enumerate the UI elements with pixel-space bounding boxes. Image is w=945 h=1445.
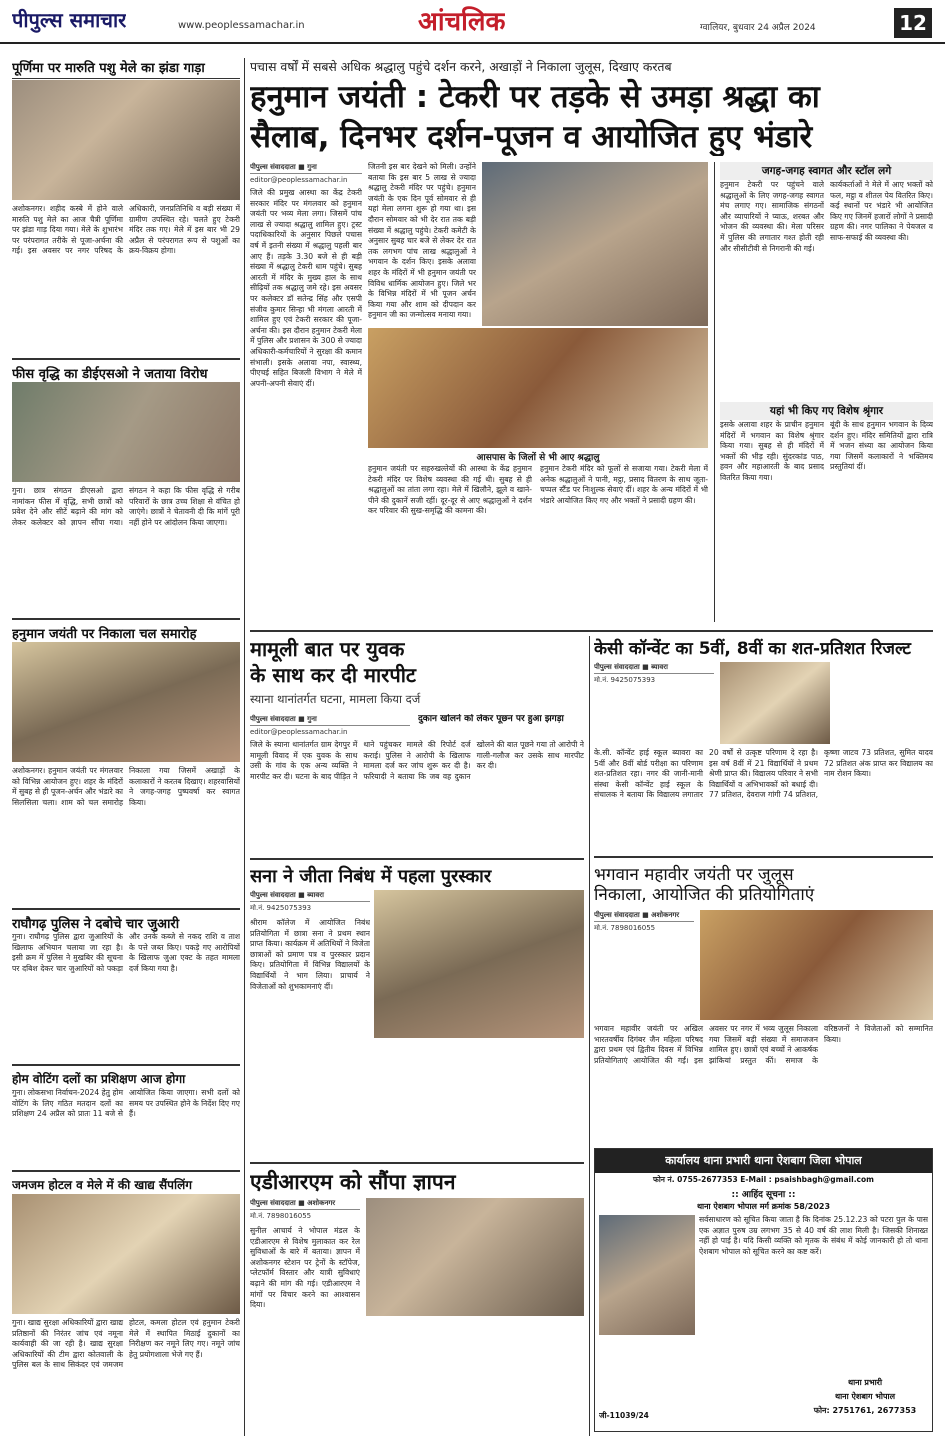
byline: पीपुल्स संवाददाता ■ गुना (250, 162, 362, 174)
story-headline: के साथ कर दी मारपीट (250, 663, 416, 687)
story-headline: भगवान महावीर जयंती पर जुलूस (594, 856, 933, 885)
notice-subtitle: थाना ऐशबाग भोपाल मर्ग क्रमांक 58/2023 (696, 1202, 831, 1211)
notice-footer: फोन: 2751761, 2677353 (813, 1406, 917, 1415)
notice-footer: थाना ऐशबाग भोपाल (834, 1392, 895, 1401)
story-headline: एडीआरएम को सौंपा ज्ञापन (250, 1162, 584, 1196)
logo: पीपुल्स समाचार (12, 8, 127, 32)
email[interactable]: editor@peoplessamachar.in (250, 176, 348, 184)
lead-photo (368, 328, 708, 448)
right-column (594, 636, 933, 1436)
notice-contact: फोन नं. 0755-2677353 E-Mail : psaishbagh@gmail.com (653, 1175, 874, 1184)
website[interactable]: www.peoplessamachar.in (178, 20, 305, 31)
section-divider (250, 630, 933, 632)
public-notice (594, 1148, 933, 1432)
mid-column (250, 636, 584, 1436)
photo-caption: आसपास के जिलों से भी आए श्रद्धालु (476, 453, 600, 463)
mobile-number: मो.नं. 7898016055 (594, 924, 656, 932)
email[interactable]: editor@peoplessamachar.in (250, 728, 348, 736)
story-headline: होम वोटिंग दलों का प्रशिक्षण आज होगा (12, 1064, 240, 1087)
story-body: सुनील आचार्य ने भोपाल मंडल के एडीआरएम से विशेष मुलाकात कर रेल सुविधाओं के बारे में बताया। ज्ञापन में अशोकनगर स्टेशन पर ट्रेनों के स्टॉपेज, प्लेटफॉर्म विस्तार और यात्री सुविधाएं बढ़ाने की मांग की गई। एडीआरएम ने मांगों पर विचार करने का आश्वासन दिया। (250, 1226, 360, 1310)
news-photo (700, 910, 933, 1020)
story-headline: मामूली बात पर युवक (250, 637, 405, 661)
story-body: के.सी. कॉन्वेंट हाई स्कूल ब्यावरा का 5वीं और 8वीं बोर्ड परीक्षा का परिणाम शत-प्रतिशत रहा। नगर की जानी-मानी संस्था केसी कॉन्वेंट हाई स्कूल के संचालक ने बताया कि विद्यालय लगातार 20 वर्षों से उत्कृष्ट परिणाम दे रहा है। इस वर्ष 8वीं में 21 विद्यार्थियों ने प्रथम श्रेणी प्राप्त की। विद्यालय परिवार ने सभी विद्यार्थियों व अभिभावकों को बधाई दी। 77 प्रतिशत, देवराज गांगी 74 प्रतिशत, कृष्णा जाटव 73 प्रतिशत, सुमित यादव 72 प्रतिशत अंक प्राप्त कर विद्यालय का नाम रोशन किया। (594, 748, 933, 800)
news-photo (12, 382, 240, 482)
story-headline: निकाला, आयोजित की प्रतियोगिताएं (594, 885, 815, 905)
side-body: कार्यकर्ताओं ने मेले में आए भक्तों को फल, मट्ठा व शीतल पेय वितरित किए। कई स्थानों पर भंडारे भी आयोजित किए गए जिनमें हजारों लोगों ने प्रसादी ग्रहण की। नगर पालिका ने पेयजल व साफ-सफाई की व्यवस्था की। (830, 180, 933, 242)
notice-footer: थाना प्रभारी (847, 1378, 883, 1387)
byline: पीपुल्स संवाददाता ■ गुना (250, 714, 410, 726)
side-headline: जगह-जगह स्वागत और स्टॉल लगे (720, 162, 933, 180)
lead-story (250, 58, 933, 628)
news-photo (720, 662, 830, 744)
byline: पीपुल्स संवाददाता ■ अशोकनगर (250, 1198, 360, 1210)
story-body: जिले के स्याना थानांतर्गत ग्राम देगपुर में मामूली विवाद में एक युवक के साथ उसी के गांव के एक अन्य व्यक्ति ने मारपीट कर दी। घटना के बाद पीड़ित ने थाने पहुंचकर मामले की रिपोर्ट दर्ज कराई। पुलिस ने आरोपी के खिलाफ मामला दर्ज कर जांच शुरू कर दी है। फरियादी ने बताया कि जब वह दुकान खोलने की बात पूछने गया तो आरोपी ने गाली-गलौज कर उसके साथ मारपीट कर दी। (250, 740, 584, 781)
notice-photo (599, 1215, 695, 1335)
column-divider (714, 162, 715, 622)
story-headline: हनुमान जयंती पर निकाला चल समारोह (12, 618, 240, 642)
story-body: भगवान महावीर जयंती पर अखिल भारतवर्षीय दिगंबर जैन महिला परिषद द्वारा प्रथम एवं द्वितीय दिवस में विभिन्न प्रतियोगिताएं आयोजित की गईं। इस अवसर पर नगर में भव्य जुलूस निकाला गया जिसमें बड़ी संख्या में समाजजन शामिल हुए। छात्रों एवं बच्चों ने आकर्षक झांकियां प्रस्तुत कीं। समाज के वरिष्ठजनों ने विजेताओं को सम्मानित किया। (594, 1024, 933, 1065)
lead-headline-line2: सैलाब, दिनभर दर्शन-पूजन व आयोजित हुए भंडारे (250, 119, 813, 155)
mobile-number: मो.नं. 9425075393 (594, 676, 656, 684)
lead-body: जितनी इस बार देखने को मिली। उन्होंने बताया कि इस बार 5 लाख से ज्यादा श्रद्धालु टेकरी मंदिर पर पहुंचे। हनुमान जयंती के एक दिन पूर्व सोमवार से ही यहां मेला लगना शुरू हो गया था। इस दौरान सोमवार को भी देर रात तक बड़ी संख्या में श्रद्धालु पहुंचे। टेकरी कमेटी के अनुसार सुबह चार बजे से लेकर देर रात तक लगभग पांच लाख श्रद्धालुओं ने भगवान के दर्शन किए। इसके अलावा शहर के मंदिरों में भी हनुमान जयंती पर विविध धार्मिक आयोजन हुए। जिले भर के विभिन्न मंदिरों में भी पूजन अर्चन किया गया और शाम को दीपदान कर हनुमान जी का जन्मोत्सव मनाया गया। (368, 162, 476, 320)
notice-heading: कार्यालय थाना प्रभारी थाना ऐशबाग जिला भोपाल (595, 1149, 932, 1173)
story-subhead: दुकान खोलने को लेकर पूछन पर हुआ झगड़ा (418, 714, 564, 724)
left-column (12, 58, 240, 1438)
column-divider (589, 636, 590, 1436)
news-photo (12, 1194, 240, 1314)
story-body: गुना। राघौगढ़ पुलिस द्वारा जुआरियों के खिलाफ अभियान चलाया जा रहा है। इसी क्रम में पुलिस ने मुखबिर की सूचना पर दबिश देकर चार जुआरियों को पकड़ा और उनके कब्जे से नकद राशि व ताश के पत्ते जब्त किए। पकड़े गए आरोपियों के खिलाफ जुआ एक्ट के तहत मामला दर्ज किया गया है। (12, 932, 240, 973)
lead-body: जिले की प्रमुख आस्था का केंद्र टेकरी सरकार मंदिर पर मंगलवार को हनुमान जयंती पर भव्य मेला लगा। जिसमें पांच लाख से ज्यादा श्रद्धालु शामिल हुए। ट्रस्ट पदाधिकारियों के अनुसार पिछले पचास वर्ष में इतनी संख्या में श्रद्धालु पहली बार आए हैं। तड़के 3.30 बजे से ही बड़ी संख्या में श्रद्धालु टेकरी धाम पहुंचे। सुबह आरती में मंदिर के मुख्य हाल के साथ सीढ़ियों तक श्रद्धालु जमे रहे। इस अवसर पर कलेक्टर डॉ सतेन्द्र सिंह और एसपी संजीव कुमार सिन्हा भी मंगला आरती में शामिल हुए एवं टेकरी सरकार की पूजा-अर्चना की। इस दौरान हनुमान टेकरी मेला में पुलिस और प्रशासन के 300 से ज्यादा अधिकारी-कर्मचारियों ने सुरक्षा की कमान संभाली। इसके अलावा नपा, स्वास्थ्य, पीएचई सहित बिजली विभाग ने मेले में अपनी-अपनी सेवाएं दीं। (250, 188, 362, 388)
lead-headline-line1: हनुमान जयंती : टेकरी पर तड़के से उमड़ा श्रद्धा का (250, 79, 820, 115)
story-body: अशोकनगर। हनुमान जयंती पर मंगलवार को विभिन्न आयोजन हुए। शहर के मंदिरों में सुबह से ही पूजन-अर्चन और भंडारे का सिलसिला चला। शाम को चल समारोह निकाला गया जिसमें अखाड़ों के कलाकारों ने करतब दिखाए। शहरवासियों ने जगह-जगह पुष्पवर्षा कर स्वागत किया। (12, 766, 240, 807)
column-divider (244, 58, 245, 1436)
section-title: आंचलिक (418, 7, 506, 37)
story-headline: राघौगढ़ पुलिस ने दबोचे चार जुआरी (12, 908, 240, 932)
side-body: इसके अलावा शहर के प्राचीन हनुमान मंदिरों में भगवान का विशेष श्रृंगार किया गया। सुबह से ही मंदिरों में भक्तों की भीड़ रही। सुंदरकांड पाठ, हवन और महाआरती के बाद प्रसाद वितरित किया गया। (720, 420, 824, 482)
story-body: श्रीराम कॉलेज में आयोजित निबंध प्रतियोगिता में छात्रा सना ने प्रथम स्थान प्राप्त किया। कार्यक्रम में अतिथियों ने विजेता छात्राओं को प्रमाण पत्र व पुरस्कार प्रदान किए। प्रतियोगिता में विभिन्न विद्यालयों के विद्यार्थियों ने भाग लिया। प्राचार्य ने विजेताओं को शुभकामनाएं दीं। (250, 918, 370, 991)
lead-kicker: पचास वर्षों में सबसे अधिक श्रद्धालु पहुंचे दर्शन करने, अखाड़ों ने निकाला जुलूस, दिखाए करतब (250, 59, 672, 74)
notice-code: जी-11039/24 (599, 1411, 649, 1420)
side-body: बूंदी के साथ हनुमान भगवान के दिव्य दर्शन हुए। मंदिर समितियों द्वारा रात्रि में भजन संध्या का आयोजन किया गया जिसमें कलाकारों ने भक्तिमय प्रस्तुतियां दीं। (830, 420, 933, 472)
notice-title: :: आहिंद सूचना :: (731, 1190, 796, 1200)
story-body: गुना। छात्र संगठन डीएसओ द्वारा नामांकन फीस में वृद्धि, सभी छात्रों को प्रवेश देने और सीटें बढ़ाने की मांग को लेकर कलेक्टर को ज्ञापन सौंपा गया। संगठन ने कहा कि फीस वृद्धि से गरीब परिवारों के छात्र उच्च शिक्षा से वंचित हो जाएंगे। छात्रों ने चेतावनी दी कि मांगें पूरी नहीं होने पर आंदोलन किया जाएगा। (12, 486, 240, 527)
lead-photo (482, 162, 708, 326)
news-photo (374, 890, 584, 1038)
news-photo (366, 1198, 584, 1316)
byline: पीपुल्स संवाददाता ■ ब्यावरा (594, 662, 714, 674)
notice-body: सर्वसाधारण को सूचित किया जाता है कि दिनांक 25.12.23 को पटरा पुल के पास एक अज्ञात पुरुष उम्र लगभग 35 से 40 वर्ष की लाश मिली है। जिसकी शिनाख्त नहीं हो पाई है। यदि किसी व्यक्ति को मृतक के संबंध में कोई जानकारी हो तो थाना ऐशबाग भोपाल को सूचित करने का कष्ट करें। (699, 1215, 928, 1256)
lead-body: हनुमान जयंती पर सहरुखल्तेयों की आस्था के केंद्र हनुमान टेकरी मंदिर पर विशेष व्यवस्था की गई थी। सुबह से ही श्रद्धालुओं का तांता लगा रहा। मेले में खिलौने, झूले व खाने-पीने की दुकानें सजी रहीं। दूर-दूर से आए श्रद्धालुओं ने दर्शन कर परिवार की सुख-समृद्धि की कामना की। (368, 464, 532, 516)
side-body: हनुमान टेकरी पर पहुंचने वाले श्रद्धालुओं के लिए जगह-जगह स्वागत मंच लगाए गए। सामाजिक संगठनों और व्यापारियों ने प्याऊ, शरबत और भोजन की व्यवस्था की। मेला परिसर में पुलिस की लगातार गश्त होती रही और सीसीटीवी से निगरानी की गई। (720, 180, 824, 253)
story-headline: सना ने जीता निबंध में पहला पुरस्कार (250, 858, 584, 888)
story-body: अशोकनगर। शहीद कस्बे में होने वाले मारुति पशु मेले का आज चैत्री पूर्णिमा पर झंडा गाड़ दिया गया। मेले के शुभारंभ पर परंपरागत तरीके से पूजा-अर्चना की गई। इस अवसर पर नगर परिषद के अधिकारी, जनप्रतिनिधि व बड़ी संख्या में ग्रामीण उपस्थित रहे। चलते हुए टेकरी मंदिर तक गए। मेले में इस बार भी 29 अप्रैल से परंपरागत रूप से पशुओं का क्रय-विक्रय होगा। (12, 204, 240, 256)
dateline: ग्वालियर, बुधवार 24 अप्रैल 2024 (700, 23, 816, 33)
story-headline: पूर्णिमा पर मारुति पशु मेले का झंडा गाड़ा (12, 58, 240, 79)
story-body: गुना। लोकसभा निर्वाचन-2024 हेतु होम वोटिंग के लिए गठित मतदान दलों का प्रशिक्षण 24 अप्रैल को प्रातः 11 बजे से आयोजित किया जाएगा। सभी दलों को समय पर उपस्थित होने के निर्देश दिए गए हैं। (12, 1088, 240, 1119)
side-headline: यहां भी किए गए विशेष श्रृंगार (720, 402, 933, 420)
story-headline: जमजम होटल व मेले में की खाद्य सैंपलिंग (12, 1170, 240, 1193)
byline: पीपुल्स संवाददाता ■ अशोकनगर (594, 910, 694, 922)
story-subheadline: स्याना थानांतर्गत घटना, मामला किया दर्ज (250, 692, 421, 706)
news-photo (12, 642, 240, 762)
page-number: 12 (894, 8, 932, 38)
story-body: गुना। खाद्य सुरक्षा अधिकारियों द्वारा खाद्य प्रतिष्ठानों की निरंतर जांच एवं नमूना कार्यवाही की जा रही है। खाद्य सुरक्षा अधिकारियों की टीम द्वारा कोतवाली के पुलिस बल के साथ सिकंदर एवं जमजम होटल, कमला होटल एवं हनुमान टेकरी मेले में स्थापित मिठाई दुकानों का निरीक्षण कर नमूने लिए गए। नमूने जांच हेतु प्रयोगशाला भेजे गए हैं। (12, 1318, 240, 1370)
byline: पीपुल्स संवाददाता ■ ब्यावरा (250, 890, 370, 902)
masthead (0, 0, 945, 44)
mobile-number: मो.नं. 7898016055 (250, 1212, 312, 1220)
news-photo (12, 80, 240, 200)
story-headline: केसी कॉन्वेंट का 5वीं, 8वीं का शत-प्रतिशत रिजल्ट (594, 639, 911, 659)
story-headline: फीस वृद्धि का डीईएसओ ने जताया विरोध (12, 358, 240, 382)
lead-body: हनुमान टेकरी मंदिर को फूलों से सजाया गया। टेकरी मेला में अनेक श्रद्धालुओं ने पानी, मट्ठा, प्रसाद वितरण के साथ जूता-चप्पल स्टैंड पर निःशुल्क सेवाएं दीं। शहर के अन्य मंदिरों में भी भंडारे आयोजित किए गए और भक्तों ने प्रसादी ग्रहण की। (540, 464, 708, 505)
mobile-number: मो.नं. 9425075393 (250, 904, 312, 912)
